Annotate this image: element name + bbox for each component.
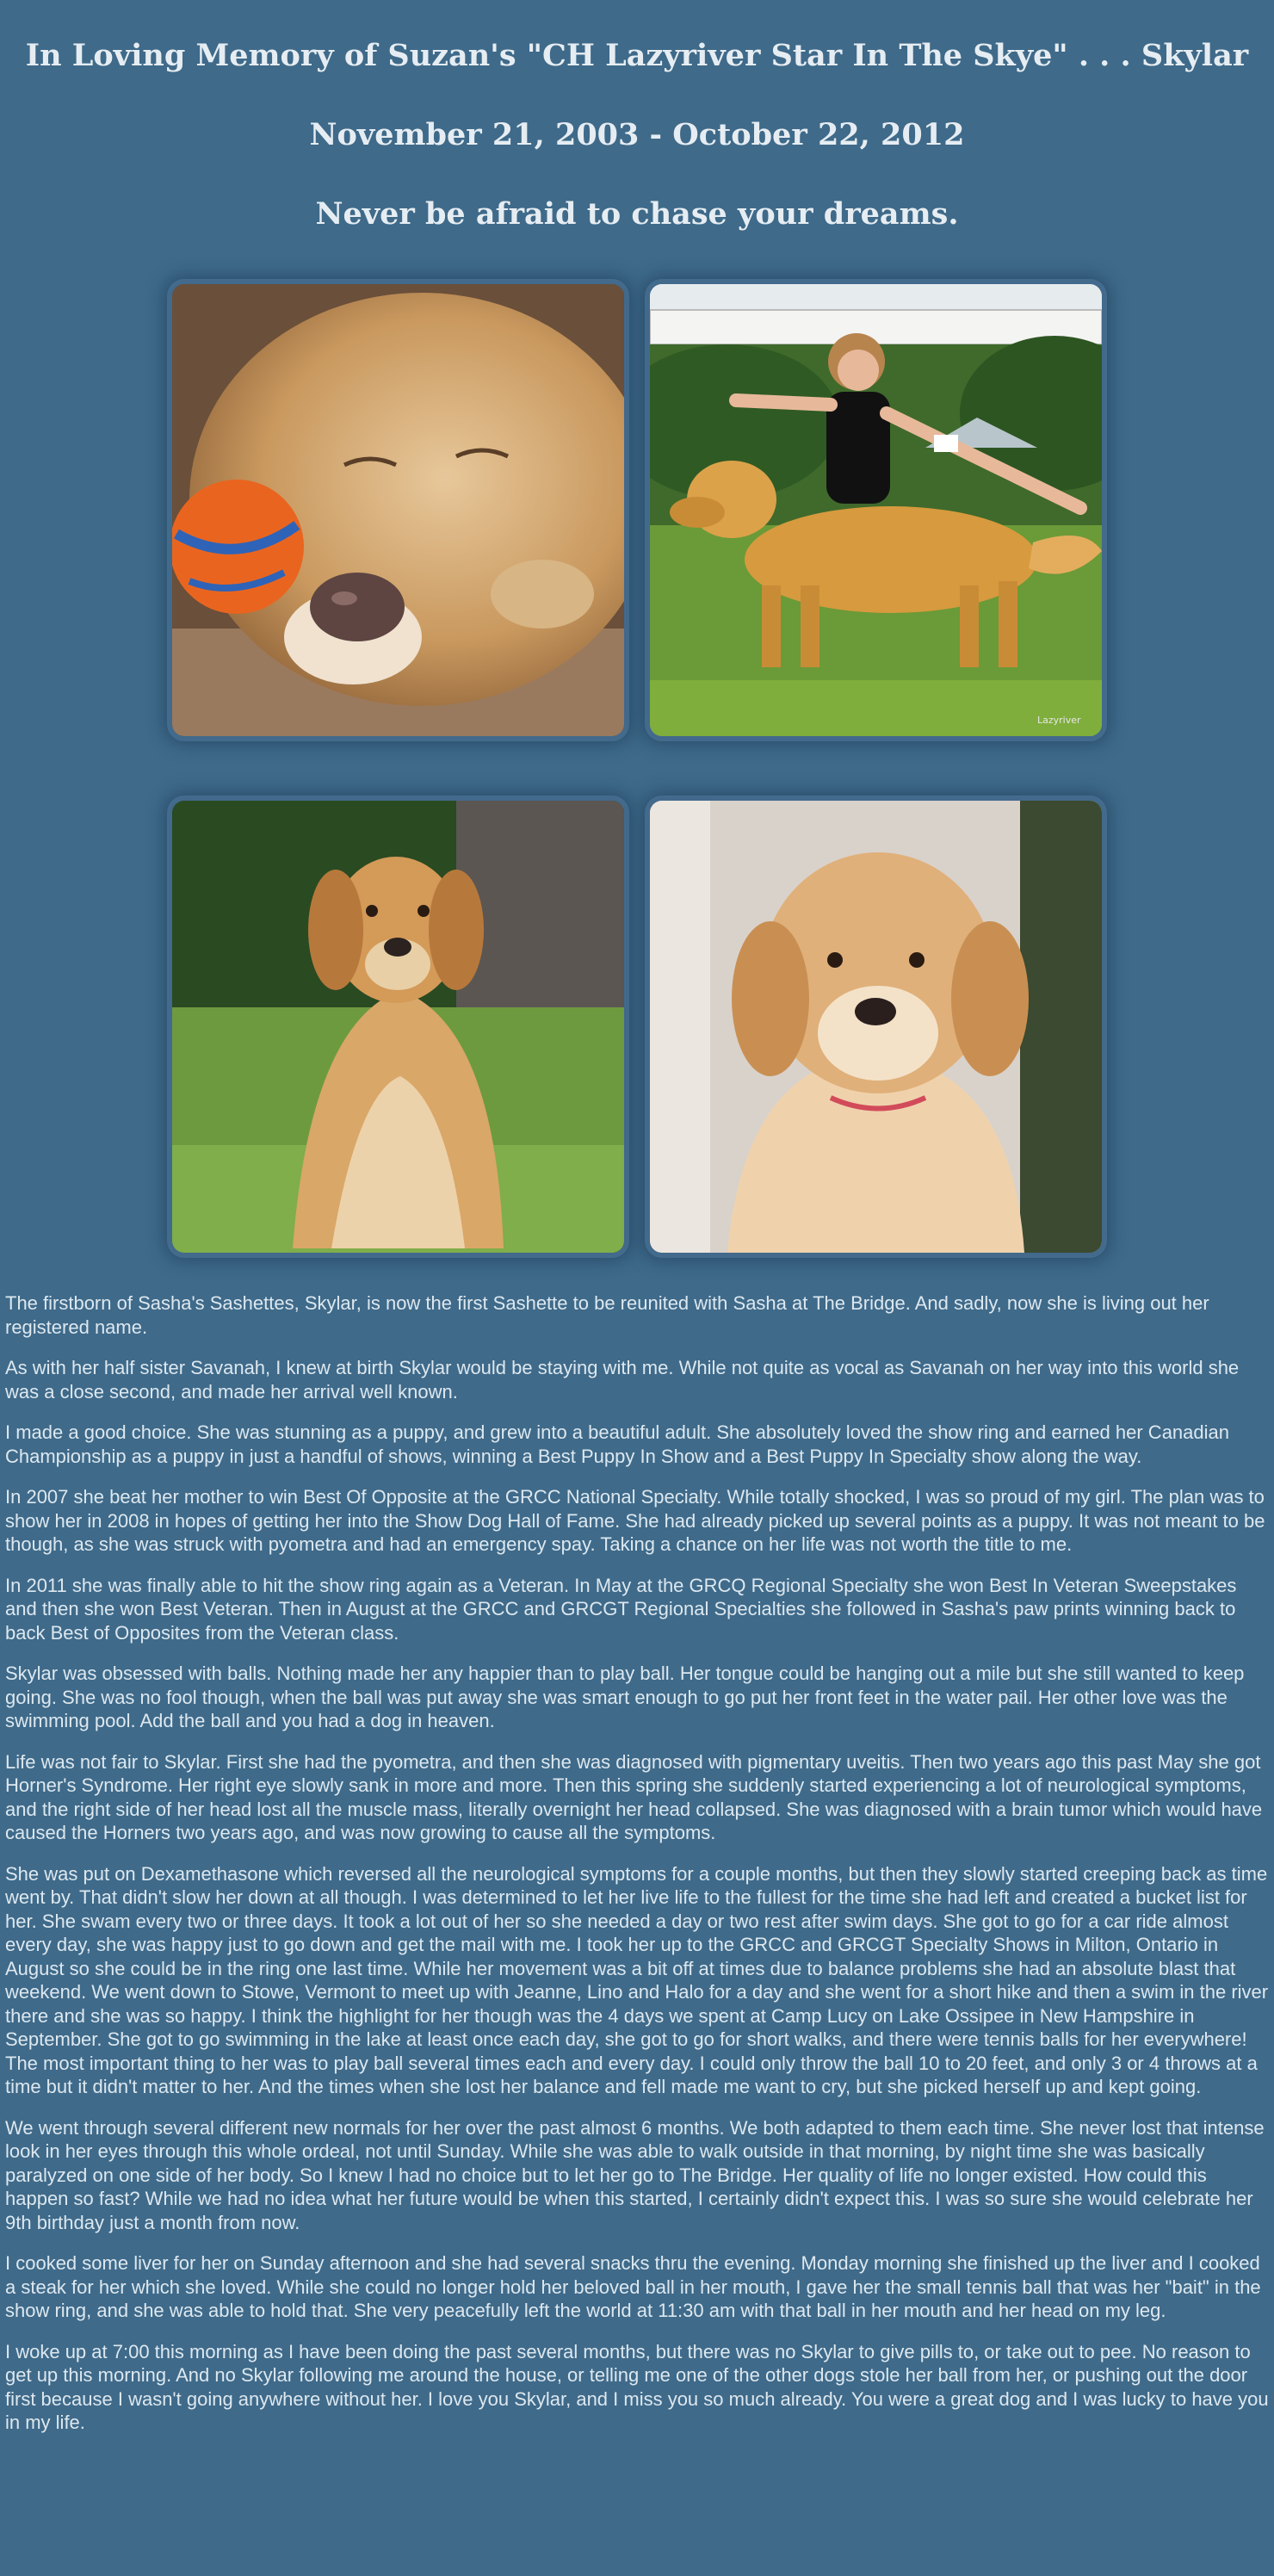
story-paragraph: As with her half sister Savanah, I knew at birth Skylar would be staying with me. While not quite as vocal as Savanah on her way into this world she was a close second, and made her arrival well known. <box>5 1357 1240 1403</box>
story-paragraph: I cooked some liver for her on Sunday afternoon and she had several snacks thru the evening. Monday morning she finished up the liver and I cooked a steak for her which she loved. While she could no longer hold her beloved ball in her mouth, I gave her the small tennis ball that was her "bait" in the show ring, and she was able to hold that. She very peacefully left the world at 11:30 am with that ball in her mouth and her head on my leg. <box>5 2252 1261 2321</box>
memorial-story <box>5 1291 1269 2452</box>
story-paragraph: I made a good choice. She was stunning as a puppy, and grew into a beautiful adult. She absolutely loved the show ring and earned her Canadian Championship as a puppy in just a handful of shows, winning a Best Puppy In Show and a Best Puppy In Specialty show along the way. <box>5 1421 1229 1467</box>
photo-sleeping-dog <box>172 284 624 736</box>
story-paragraph: In 2007 she beat her mother to win Best Of Opposite at the GRCC National Specialty. While totally shocked, I was so proud of my girl. The plan was to show her in 2008 in hopes of getting her into the Show Dog Hall of Fame. She had already picked up several points as a puppy. It was not meant to be though, as she was struck with pyometra and had an emergency spay. Taking a chance on her life was not worth the title to me. <box>5 1486 1265 1555</box>
page-title: In Loving Memory of Suzan's "CH Lazyriver Star In The Skye" . . . Skylar <box>25 38 1249 73</box>
story-paragraph: We went through several different new normals for her over the past almost 6 months. We both adapted to them each time. She never lost that intense look in her eyes through this whole ordeal, not until Sunday. While she was able to walk outside in that morning, by night time she was basically paralyzed on one side of her body. So I knew I had no choice but to let her go to The Bridge. Her quality of life no longer existed. How could this happen so fast? While we had no idea what her future would be when this started, I certainly didn't expect this. I was so sure she would celebrate her 9th birthday just a month from now. <box>5 2116 1265 2233</box>
story-paragraph: I woke up at 7:00 this morning as I have been doing the past several months, but there was no Skylar to give pills to, or take out to pee. No reason to get up this morning. And no Skylar following me around the house, or telling me one of the other dogs stole her ball from her, or pushing out the door first because I wasn't going anywhere without her. I love you Skylar, and I miss you so much already. You were a great dog and I was lucky to have you in my life. <box>5 2340 1269 2433</box>
photo-puppy <box>650 801 1102 1253</box>
photo-watermark: Lazyriver <box>1037 715 1081 726</box>
story-paragraph: Skylar was obsessed with balls. Nothing made her any happier than to play ball. Her tongue could be hanging out a mile but she still wanted to keep going. She was no fool though, when the ball was put away she was smart enough to go put her front feet in the water pail. Her other love was the swimming pool. Add the ball and you had a dog in heaven. <box>5 1663 1245 1731</box>
story-paragraph: In 2011 she was finally able to hit the show ring again as a Veteran. In May at the GRCQ Regional Specialty she won Best In Veteran Sweepstakes and then she won Best Veteran. Then in August at the GRCC and GRCGT Regional Specialties she followed in Sasha's paw prints winning back to back Best of Opposites from the Veteran class. <box>5 1574 1237 1644</box>
story-paragraph: She was put on Dexamethasone which reversed all the neurological symptoms for a couple months, but then they slowly started creeping back as time went by. That didn't slow her down at all though. I was determined to let her live life to the fullest for the time she had left and created a bucket list for her. She swam every two or three days. It took a lot out of her so she needed a day or two rest after swim days. She got to go for a car ride almost every day, she was happy just to go down and get the mail with me. I took her up to the GRCC and GRCGT Specialty Shows in Milton, Ontario in August so she could be in the ring one last time. While her movement was a bit off at times due to balance problems she had an absolute blast that weekend. We went down to Stowe, Vermont to meet up with Jeanne, Lino and Halo for a day and she went for a short hike and then a swim in the river there and she was so happy. I think the highlight for her though was the 4 days we spent at Camp Lucy on Lake Ossipee in New Hampshire in September. She got to go swimming in the lake at least once each day, she got to go for short walks, and there were tennis balls for her everywhere! The most important thing to her was to play ball several times each and every day. I could only throw the ball 10 to 20 feet, and only 3 or 4 throws at a time but it didn't matter to her. And the times when she lost her balance and fell made me want to cry, but she picked herself up and kept going. <box>5 1862 1269 2097</box>
photo-sitting-dog <box>172 801 624 1253</box>
puppy-image <box>650 801 1102 1253</box>
show-ring-image <box>650 284 1102 736</box>
orange-ball-icon <box>172 480 304 614</box>
sleeping-dog-image <box>172 284 624 736</box>
photo-show-ring <box>650 284 1102 736</box>
sitting-dog-image <box>172 801 624 1253</box>
story-paragraph: Life was not fair to Skylar. First she had the pyometra, and then she was diagnosed with pigmentary uveitis. Then two years ago this past May she got Horner's Syndrome. Her right eye slowly sank in more and more. Then this spring she suddenly started experiencing a lot of neurological symptoms, and the right side of her head lost all the muscle mass, literally overnight her head collapsed. She was diagnosed with a brain tumor which would have caused the Horners two years ago, and was now growing to cause all the symptoms. <box>5 1750 1263 1843</box>
motto: Never be afraid to chase your dreams. <box>315 196 959 232</box>
story-paragraph: The firstborn of Sasha's Sashettes, Skylar, is now the first Sashette to be reunited with Sasha at The Bridge. And sadly, now she is living out her registered name. <box>5 1292 1209 1338</box>
life-dates: November 21, 2003 - October 22, 2012 <box>309 117 965 152</box>
